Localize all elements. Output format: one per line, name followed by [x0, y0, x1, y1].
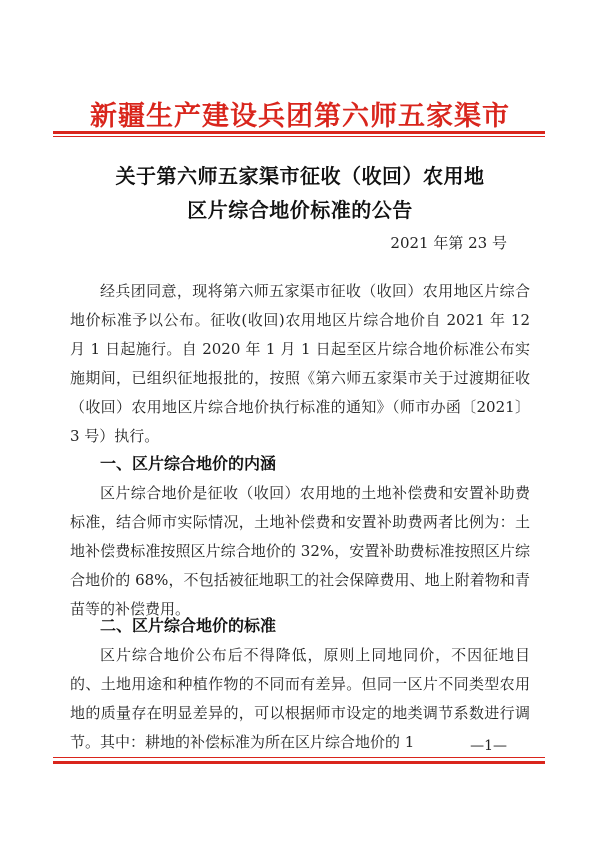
letterhead-red-rule: [53, 131, 545, 134]
section-heading-2: 二、区片综合地价的标准: [100, 616, 277, 635]
footer-red-rule-thin: [53, 757, 545, 758]
document-title-line-1: 关于第六师五家渠市征收（收回）农用地: [115, 164, 485, 188]
section-heading-1: 一、区片综合地价的内涵: [100, 454, 277, 473]
document-number: 2021 年第 23 号: [390, 234, 507, 252]
letterhead-title: 新疆生产建设兵团第六师五家渠市: [90, 101, 510, 132]
letterhead-red-rule-thin: [53, 136, 545, 137]
body-paragraph-2: 区片综合地价是征收（收回）农用地的土地补偿费和安置补助费标准，结合师市实际情况，土地补偿费和安置补助费两者比例为：土地补偿费标准按照区片综合地价的 32%，安置补助费标准按照区片综合地价的 68%，不包括被征地职工的社会保障费用、地上附着物和青苗等的补偿费用。: [70, 484, 530, 618]
body-paragraph-1: 经兵团同意，现将第六师五家渠市征收（收回）农用地区片综合地价标准予以公布。征收(收回)农用地区片综合地价自 2021 年 12 月 1 日起施行。自 2020 年 1 月 1 日起至区片综合地价标准公布实施期间，已组织征地报批的，按照《第六师五家渠市关于过渡期征收（收回）农用地区片综合地价执行标准的通知》（师市办函〔2021〕3 号）执行。: [70, 282, 530, 445]
page-number: —1—: [467, 738, 510, 754]
document-title-line-2: 区片综合地价标准的公告: [187, 198, 413, 222]
footer-red-rule: [53, 761, 545, 764]
body-paragraph-3: 区片综合地价公布后不得降低，原则上同地同价，不因征地目的、土地用途和种植作物的不同而有差异。但同一区片不同类型农用地的质量存在明显差异的，可以根据师市设定的地类调节系数进行调节。其中：耕地的补偿标准为所在区片综合地价的 1: [70, 646, 530, 751]
